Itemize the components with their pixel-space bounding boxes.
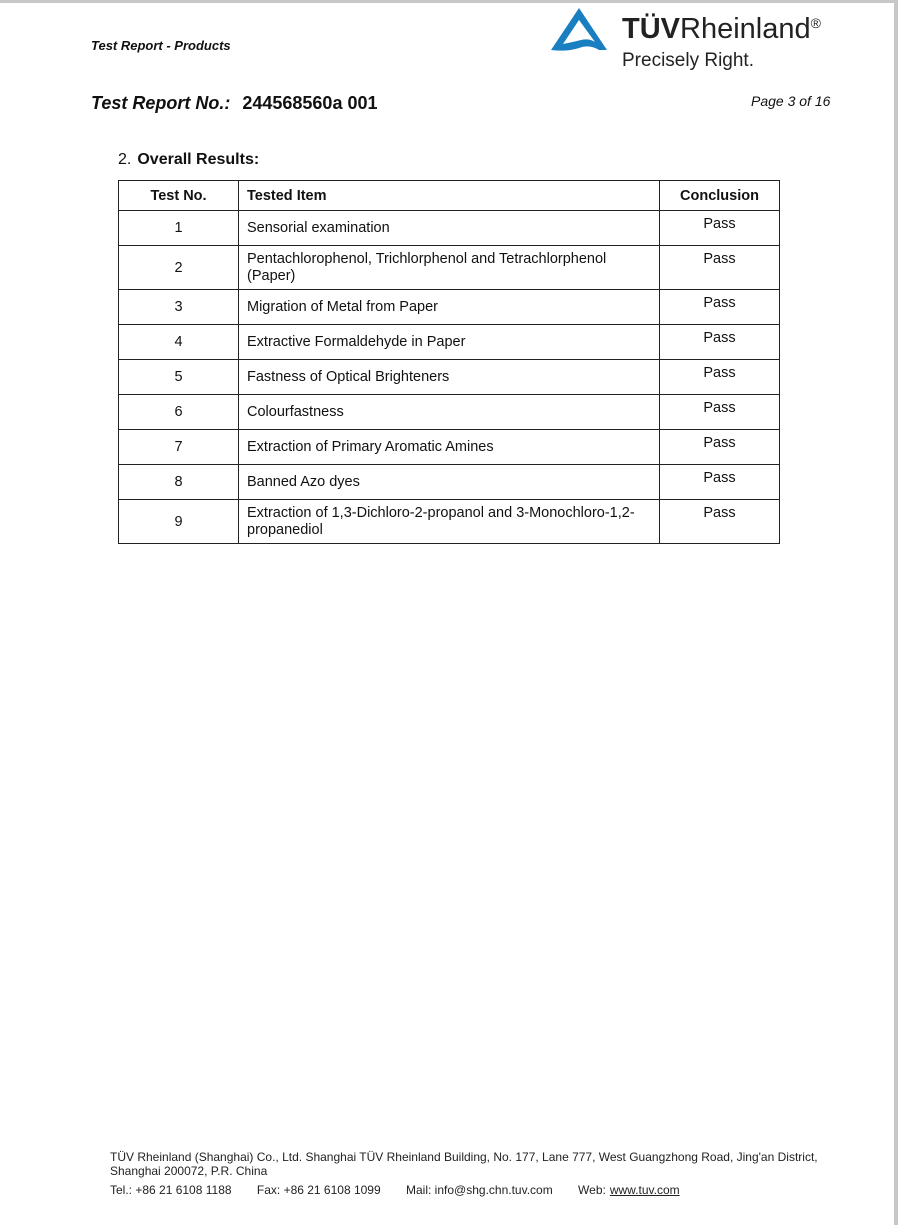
cell-test-no: 5 <box>119 360 239 395</box>
cell-tested-item: Extractive Formaldehyde in Paper <box>239 325 660 360</box>
cell-tested-item: Migration of Metal from Paper <box>239 290 660 325</box>
cell-test-no: 3 <box>119 290 239 325</box>
header-title: Test Report - Products <box>91 38 231 53</box>
section-heading: 2. Overall Results: <box>118 151 260 168</box>
cell-conclusion: Pass <box>660 500 780 544</box>
cell-conclusion: Pass <box>660 211 780 246</box>
footer-address-line1: TÜV Rheinland (Shanghai) Co., Ltd. Shanghai TÜV Rheinland Building, No. 177, Lane 777, West Guangzhong Road, Jing'an District, <box>110 1150 818 1164</box>
report-number: Test Report No.: 244568560a 001 <box>91 93 378 113</box>
footer-fax: Fax: +86 21 6108 1099 <box>256 1183 381 1197</box>
cell-test-no: 2 <box>119 246 239 290</box>
col-header-test-no: Test No. <box>119 181 239 211</box>
cell-test-no: 9 <box>119 500 239 544</box>
cell-test-no: 1 <box>119 211 239 246</box>
table-row <box>119 430 780 465</box>
brand-tagline: Precisely Right. <box>622 50 754 71</box>
table-row <box>119 325 780 360</box>
table-row <box>119 500 780 544</box>
footer-web-label: Web: <box>578 1183 606 1197</box>
cell-tested-item: Fastness of Optical Brighteners <box>239 360 660 395</box>
cell-conclusion: Pass <box>660 465 780 500</box>
cell-test-no: 8 <box>119 465 239 500</box>
table-row <box>119 395 780 430</box>
cell-conclusion: Pass <box>660 430 780 465</box>
cell-conclusion: Pass <box>660 395 780 430</box>
table-row <box>119 290 780 325</box>
col-header-tested-item: Tested Item <box>239 181 660 211</box>
col-header-conclusion: Conclusion <box>660 181 780 211</box>
footer-web-link[interactable]: www.tuv.com <box>609 1183 680 1197</box>
cell-conclusion: Pass <box>660 360 780 395</box>
cell-test-no: 7 <box>119 430 239 465</box>
cell-tested-item: Pentachlorophenol, Trichlorphenol and Tetrachlorphenol (Paper) <box>239 246 660 290</box>
page-number: Page 3 of 16 <box>751 93 831 109</box>
footer-tel: Tel.: +86 21 6108 1188 <box>110 1183 232 1197</box>
cell-tested-item: Extraction of 1,3-Dichloro-2-propanol and 3-Monochloro-1,2-propanediol <box>239 500 660 544</box>
footer-address-line2: Shanghai 200072, P.R. China <box>110 1164 268 1178</box>
cell-conclusion: Pass <box>660 246 780 290</box>
cell-test-no: 6 <box>119 395 239 430</box>
tuv-logo-icon <box>549 6 609 52</box>
cell-tested-item: Extraction of Primary Aromatic Amines <box>239 430 660 465</box>
table-row <box>119 246 780 290</box>
cell-conclusion: Pass <box>660 290 780 325</box>
cell-test-no: 4 <box>119 325 239 360</box>
table-row <box>119 211 780 246</box>
table-row <box>119 465 780 500</box>
footer-contact <box>110 1183 680 1197</box>
cell-tested-item: Colourfastness <box>239 395 660 430</box>
cell-tested-item: Sensorial examination <box>239 211 660 246</box>
document-page <box>0 3 894 1225</box>
results-table <box>118 180 780 544</box>
cell-conclusion: Pass <box>660 325 780 360</box>
cell-tested-item: Banned Azo dyes <box>239 465 660 500</box>
table-row <box>119 360 780 395</box>
footer-mail: Mail: info@shg.chn.tuv.com <box>406 1183 553 1197</box>
brand-name: TÜVRheinland® <box>622 13 821 45</box>
